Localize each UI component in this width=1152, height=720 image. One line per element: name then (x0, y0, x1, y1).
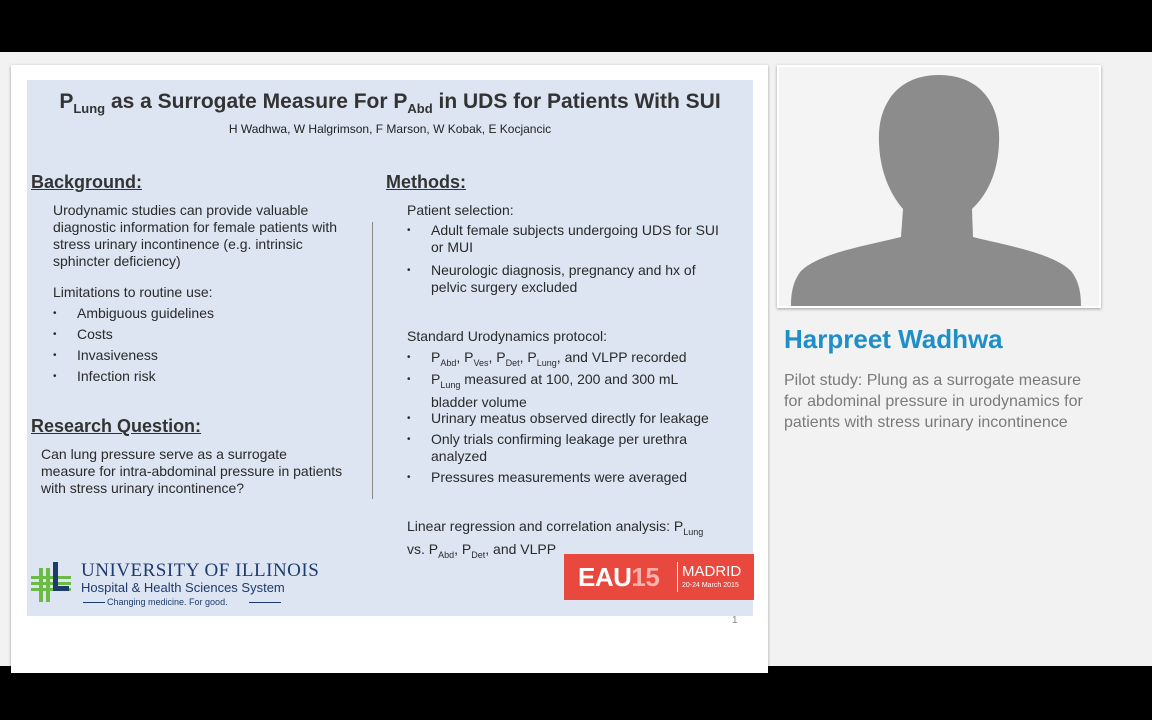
list-item: • $P_{Lung}$ measured at 100, 200 and 300 mL bladder volume (407, 371, 679, 410)
list-item: • Urinary meatus observed directly for leakage (407, 410, 709, 426)
methods-heading: Methods: (386, 172, 466, 192)
list-item: • Adult female subjects undergoing UDS for SUI or MUI (407, 222, 719, 255)
slide-frame (11, 65, 768, 673)
divider (83, 602, 105, 603)
slide-authors: H Wadhwa, W Halgrimson, F Marson, W Kobak, E Kocjancic (228, 122, 552, 136)
list-item: • Neurologic diagnosis, pregnancy and hx of pelvic surgery excluded (407, 262, 696, 295)
list-item: • Infection risk (53, 368, 156, 384)
uic-tagline: Changing medicine. For good. (107, 597, 228, 607)
limitations-label: Limitations to routine use: (53, 284, 213, 300)
list-item: • $P_{Abd}$, $P_{Ves}$, $P_{Det}$, $P_{Lung}$, and VLPP recorded (407, 349, 687, 368)
patient-selection-label: Patient selection: (407, 202, 514, 218)
divider (249, 602, 281, 603)
presentation-slide (27, 80, 753, 626)
page-number: 1 (732, 615, 738, 626)
list-item: • Pressures measurements were averaged (407, 469, 688, 485)
person-silhouette-icon (779, 67, 1099, 306)
analysis-text: Linear regression and correlation analysis: $P_{Lung}$ vs. $P_{Abd}$, $P_{Det}$, and VLPP (407, 518, 704, 560)
column-divider (372, 222, 373, 499)
background-heading: Background: (31, 172, 143, 192)
list-item: • Ambiguous guidelines (53, 305, 214, 321)
slide-title: $P_{Lung}$ as a Surrogate Measure For $P_{Abd}$ in UDS for Patients With SUI (59, 90, 721, 117)
uic-name: UNIVERSITY OF ILLINOIS (81, 560, 320, 581)
background-text: Urodynamic studies can provide valuable diagnostic information for female patients with stress urinary incontinence (e.g. intrinsic sphincter deficiency) (53, 202, 338, 269)
list-item: • Costs (53, 326, 113, 342)
divider (677, 562, 678, 592)
research-text: Can lung pressure serve as a surrogate measure for intra-abdominal pressure in patients with stress urinary incontinence? (41, 446, 343, 496)
speaker-name: Harpreet Wadhwa (784, 324, 1003, 354)
eau-logo: EAU15 MADRID 20-24 March 2015 (564, 554, 754, 600)
list-item: • Invasiveness (53, 347, 158, 363)
list-item: • Only trials confirming leakage per urethra analyzed (407, 431, 688, 464)
research-heading: Research Question: (31, 416, 202, 436)
university-logo (31, 558, 320, 607)
protocol-label: Standard Urodynamics protocol: (407, 328, 607, 344)
speaker-description: Pilot study: Plung as a surrogate measure for abdominal pressure in urodynamics for patients with stress urinary incontinence (784, 372, 1083, 431)
video-stage (0, 52, 1152, 666)
uic-cross-icon (31, 562, 71, 602)
speaker-photo (777, 65, 1101, 308)
uic-subtitle: Hospital & Health Sciences System (81, 580, 285, 595)
